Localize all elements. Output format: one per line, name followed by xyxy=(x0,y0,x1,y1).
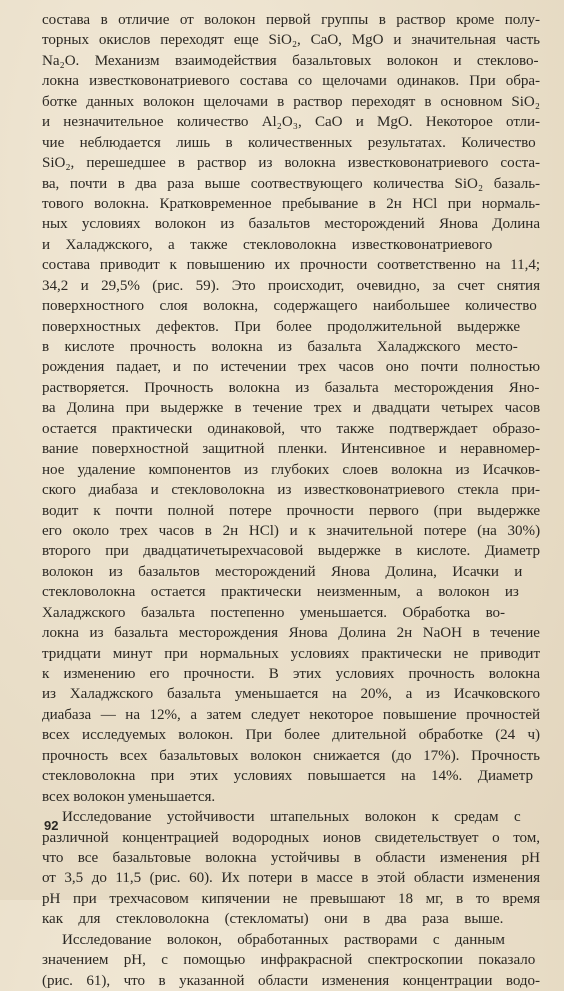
text-line: прочность всех базальтовых волокон снижается (до 17%). Прочность xyxy=(42,747,540,764)
text-line: ва Долина при выдержке в течение трех и двадцати четырех часов xyxy=(42,400,541,417)
text-line: в кислоте прочность волокна из базальта Халаджского место- xyxy=(42,339,518,355)
text-line: как для стекловолокна (стекломаты) они в два раза выше. xyxy=(42,911,504,928)
text-line: всех исследуемых волокон. При более длительной обработке (24 ч) xyxy=(42,727,540,744)
text-line: Халаджского базальта постепенно уменьшается. Обработка во- xyxy=(42,604,506,621)
book-page xyxy=(42,10,541,989)
text-line: ского диабаза и стекловолокна из известковонатриевого стекла при- xyxy=(42,482,540,499)
text-line: локна известковонатриевого состава со щелочами одинаков. При обра- xyxy=(42,73,541,90)
text-line: водит к почти полной потере прочности первого (при выдержке xyxy=(42,502,541,519)
paragraph-start-line: Исследование волокон, обработанных растворами с данным xyxy=(62,931,505,948)
text-line: поверхностного слоя волокна, содержащего наибольшее количество xyxy=(42,298,537,315)
text-line: ное удаление компонентов из глубоких слоев волокна из Исачков- xyxy=(42,461,540,478)
text-line: Na₂O. Механизм взаимодействия базальтовых волокон и стеклово- xyxy=(42,52,539,69)
text-line: состава в отличие от волокон первой группы в раствор кроме полу- xyxy=(42,12,540,28)
text-line: остается практически одинаковой, что также подтверждает образо- xyxy=(42,420,541,437)
text-line: диабаза — на 12%, а затем следует некоторое повышение прочностей xyxy=(42,706,541,723)
text-line: различной концентрацией водородных ионов свидетельствует о том, xyxy=(42,829,540,846)
text-line: что все базальтовые волокна устойчивы в области изменения pH xyxy=(42,849,540,866)
text-line: волокон из базальтов месторождений Янова Долина, Исачки и xyxy=(42,563,523,580)
body-text xyxy=(42,10,540,991)
text-line: вание поверхностной защитной пленки. Интенсивное и неравномер- xyxy=(42,441,541,458)
text-line: 34,2 и 29,5% (рис. 59). Это происходит, очевидно, за счет снятия xyxy=(42,277,540,294)
text-line: (рис. 61), что в указанной области изменения концентрации водо- xyxy=(42,972,541,989)
text-line: поверхностных дефектов. При более продолжительной выдержке xyxy=(42,318,520,335)
text-line: из Халаджского базальта уменьшается на 20%, а из Исачковского xyxy=(42,686,540,703)
text-line: тового волокна. Кратковременное пребывание в 2н HCl при нормаль- xyxy=(42,195,541,212)
text-line: чие неблюдается лишь в количественных результатах. Количество xyxy=(42,134,536,151)
text-line: состава приводит к повышению их прочности соответственно на 11,4; xyxy=(42,257,540,274)
text-line: стекловолокна остается практически неизменным, а волокон из xyxy=(42,584,519,601)
text-line: локна из базальта месторождения Янова Долина 2н NaOH в течение xyxy=(42,625,540,642)
text-line: SiO₂, перешедшее в раствор из волокна известковонатриевого соста- xyxy=(42,155,540,172)
text-line: ных условиях волокон из базальтов месторождений Янова Долина xyxy=(42,216,540,233)
text-line: его около трех часов в 2н HCl) и к значительной потере (на 30%) xyxy=(42,522,541,539)
text-line: значением pH, с помощью инфракрасной спектроскопии показало xyxy=(42,952,536,969)
text-line: стекловолокна при этих условиях повышается на 14%. Диаметр xyxy=(42,768,534,785)
text-line: и незначительное количество Al₂O₃, CaO и MgO. Некоторое отли- xyxy=(42,114,540,131)
text-line: тридцати минут при нормальных условиях практически не приводит xyxy=(42,645,540,662)
text-line: всех волокон уменьшается. xyxy=(42,788,216,805)
text-line: второго при двадцатичетырехчасовой выдержке в кислоте. Диаметр xyxy=(42,543,540,560)
text-line: от 3,5 до 11,5 (рис. 60). Их потери в массе в этой области изменения xyxy=(42,870,540,887)
text-line: рождения падает, и по истечении трех часов оно почти полностью xyxy=(42,359,540,376)
text-line: торных окислов переходят еще SiO₂, CaO, MgO и значительная часть xyxy=(42,32,540,49)
text-line: к изменению его прочности. В этих условиях прочность волокна xyxy=(42,666,540,682)
text-line: ботке данных волокон щелочами в раствор переходят в основном SiO₂ xyxy=(42,93,540,110)
text-line: растворяется. Прочность волокна из базальта месторождения Яно- xyxy=(42,379,540,396)
text-line: и Халаджского, а также стекловолокна известковонатриевого xyxy=(42,236,493,253)
page-number: 92 xyxy=(44,818,59,833)
text-line: ва, почти в два раза выше соотвествующего количества SiO₂ базаль- xyxy=(42,175,541,192)
paragraph-start-line: Исследование устойчивости штапельных волокон к средам с xyxy=(62,809,521,826)
text-line: pH при трехчасовом кипячении не превышают 18 мг, в то время xyxy=(42,890,540,907)
